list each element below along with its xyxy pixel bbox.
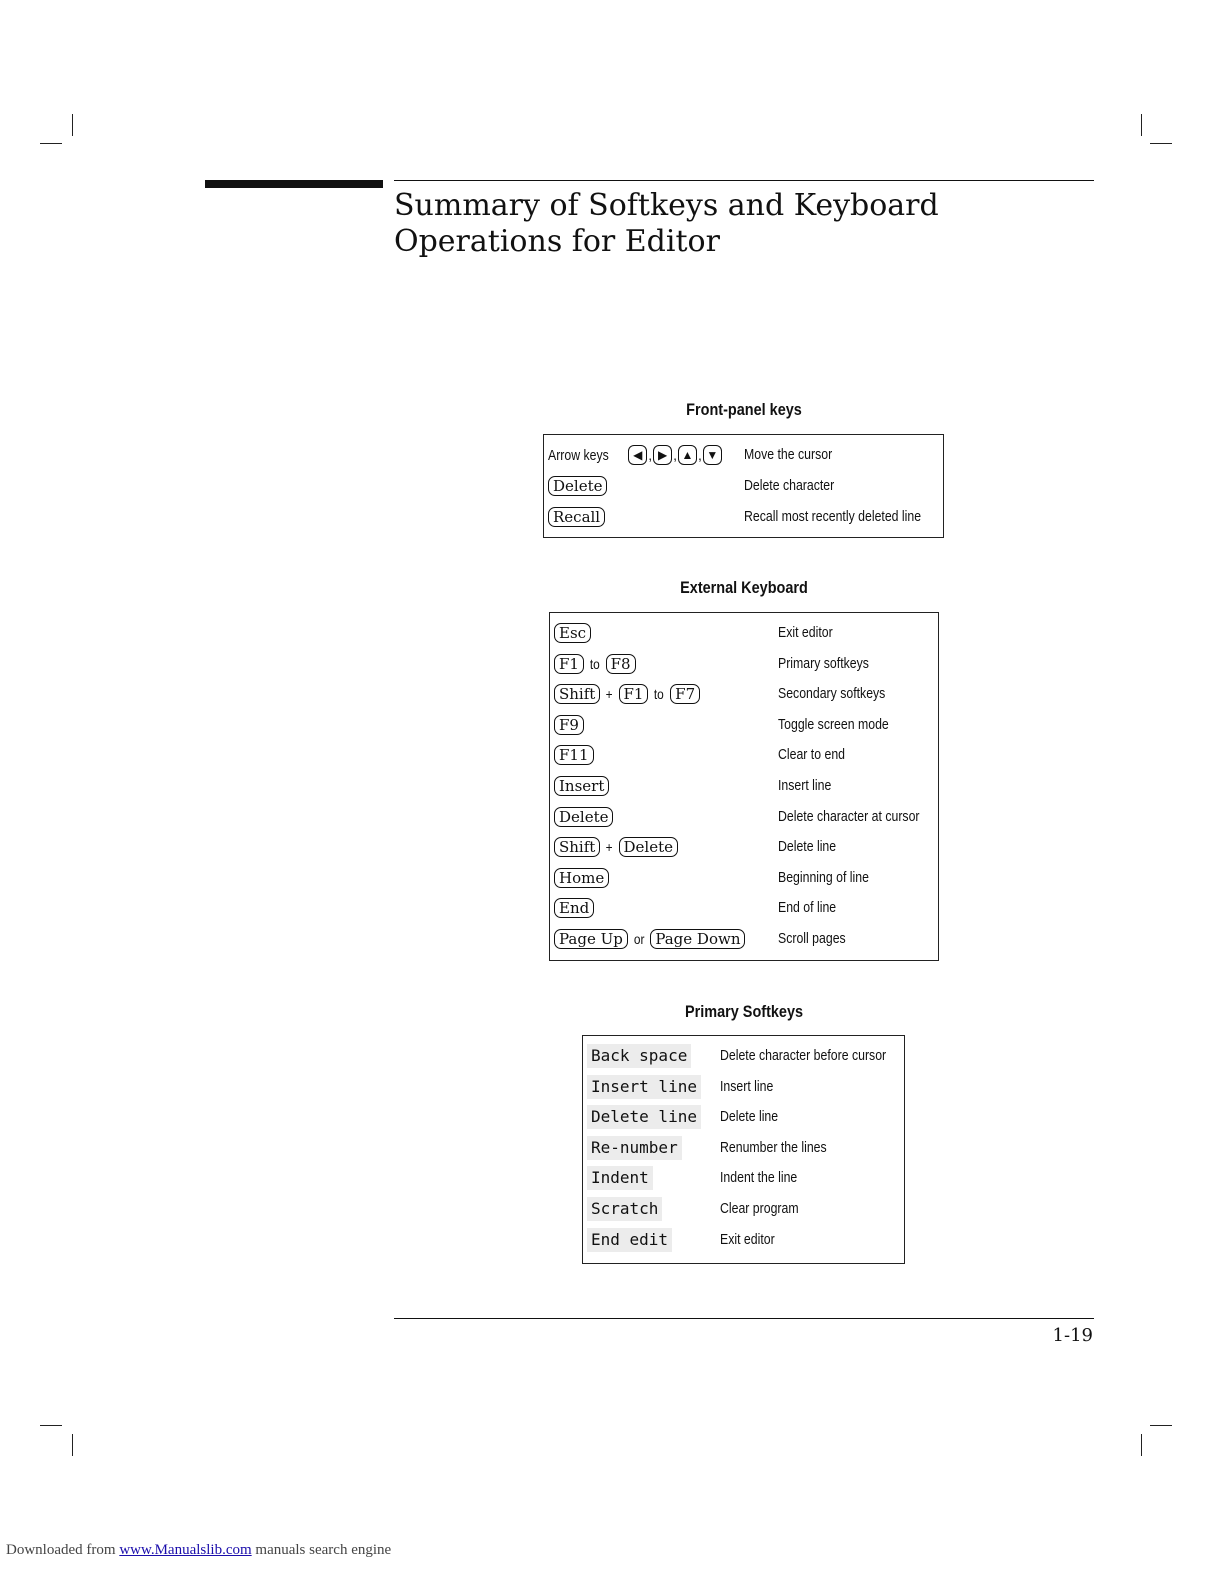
key-cell <box>554 865 611 891</box>
table-row <box>544 473 943 499</box>
table-row <box>583 1165 904 1191</box>
page-number: 1-19 <box>1052 1325 1093 1346</box>
key-cell <box>554 773 611 799</box>
scratch-softkey: Scratch <box>587 1197 662 1221</box>
separator: or <box>633 931 645 947</box>
right-arrow-icon: ▶ <box>653 445 672 465</box>
crop-mark <box>72 1434 73 1456</box>
separator: , <box>697 447 702 463</box>
table-row <box>583 1043 904 1069</box>
up-arrow-icon: ▲ <box>678 445 697 465</box>
table-row <box>550 712 938 738</box>
table-row <box>583 1074 904 1100</box>
page-up-key: Page Up <box>554 929 628 949</box>
table-row <box>583 1104 904 1130</box>
table-row <box>544 504 943 530</box>
end-key: End <box>554 898 594 918</box>
table-row <box>544 442 943 468</box>
home-key: Home <box>554 868 609 888</box>
description: Delete character at cursor <box>778 807 920 825</box>
f8-key: F8 <box>606 654 636 674</box>
front-panel-heading: Front-panel keys <box>686 400 802 419</box>
table-row <box>550 651 938 677</box>
insert-line-softkey: Insert line <box>587 1075 701 1099</box>
crop-mark <box>40 1425 62 1426</box>
delete-key: Delete <box>619 837 678 857</box>
re-number-softkey: Re-number <box>587 1136 682 1160</box>
primary-softkeys-heading: Primary Softkeys <box>684 1002 804 1021</box>
section-bar <box>205 180 383 188</box>
end-edit-softkey: End edit <box>587 1228 672 1252</box>
description: Beginning of line <box>778 868 869 886</box>
crop-mark <box>1141 1434 1142 1456</box>
table-row <box>550 620 938 646</box>
description: Clear program <box>720 1200 799 1217</box>
key-cell <box>554 834 680 860</box>
key-cell <box>587 1196 662 1222</box>
primary-softkeys-table <box>582 1035 905 1264</box>
down-arrow-icon: ▼ <box>703 445 722 465</box>
delete-line-softkey: Delete line <box>587 1105 701 1129</box>
description: Scroll pages <box>778 930 846 947</box>
f1-key: F1 <box>619 684 649 704</box>
table-row <box>550 773 938 799</box>
external-keyboard-table <box>549 612 939 961</box>
delete-key: Delete <box>548 476 607 496</box>
crop-mark <box>40 143 62 144</box>
description: Exit editor <box>778 624 833 641</box>
key-cell <box>554 742 596 768</box>
separator: + <box>605 686 613 703</box>
insert-key: Insert <box>554 776 609 796</box>
description: Indent the line <box>720 1169 798 1187</box>
description: Toggle screen mode <box>778 715 889 733</box>
key-cell <box>554 804 615 830</box>
crop-mark <box>1150 1425 1172 1426</box>
page-title: Summary of Softkeys and Keyboard Operations for Editor <box>394 188 939 259</box>
separator: , <box>648 447 653 463</box>
description: Clear to end <box>778 746 846 764</box>
f7-key: F7 <box>670 684 700 704</box>
table-row <box>550 681 938 707</box>
footer-suffix: manuals search engine <box>255 1542 392 1558</box>
separator: + <box>605 839 613 856</box>
footer-prefix: Downloaded from <box>6 1542 116 1558</box>
key-cell <box>554 926 747 952</box>
description: Delete character <box>744 477 835 494</box>
page-down-key: Page Down <box>650 929 745 949</box>
key-cell <box>587 1074 701 1100</box>
description: Delete character before cursor <box>720 1047 887 1064</box>
indent-softkey: Indent <box>587 1166 653 1190</box>
esc-key: Esc <box>554 623 591 643</box>
separator: , <box>673 447 677 463</box>
description: End of line <box>778 899 837 917</box>
description: Recall most recently deleted line <box>744 508 922 525</box>
separator: to <box>589 655 600 672</box>
back-space-softkey: Back space <box>587 1044 691 1068</box>
table-row <box>550 742 938 768</box>
recall-key: Recall <box>548 507 605 527</box>
shift-key: Shift <box>554 837 600 857</box>
external-keyboard-heading: External Keyboard <box>680 578 808 597</box>
key-cell <box>548 473 609 499</box>
table-row <box>550 926 938 952</box>
f9-key: F9 <box>554 715 584 735</box>
bottom-rule <box>394 1318 1094 1319</box>
description: Primary softkeys <box>778 654 869 672</box>
f1-key: F1 <box>554 654 584 674</box>
description: Exit editor <box>720 1230 775 1248</box>
description: Delete line <box>778 838 837 856</box>
key-cell <box>548 442 722 468</box>
manualslib-link[interactable]: www.Manualslib.com <box>119 1542 252 1558</box>
crop-mark <box>72 114 73 136</box>
table-row <box>550 804 938 830</box>
crop-mark <box>1150 143 1172 144</box>
arrow-keys-label: Arrow keys <box>548 446 609 464</box>
table-row <box>550 895 938 921</box>
left-arrow-icon: ◀ <box>628 445 647 465</box>
key-cell <box>554 895 596 921</box>
key-cell <box>587 1043 691 1069</box>
key-cell <box>554 620 593 646</box>
description: Insert line <box>778 777 832 794</box>
key-cell <box>587 1165 653 1191</box>
description: Renumber the lines <box>720 1138 827 1156</box>
delete-key: Delete <box>554 807 613 827</box>
description: Insert line <box>720 1077 774 1095</box>
separator: to <box>654 686 665 703</box>
key-cell <box>554 712 586 738</box>
key-cell <box>548 504 607 530</box>
table-row <box>583 1135 904 1161</box>
description: Delete line <box>720 1108 779 1126</box>
table-row <box>550 865 938 891</box>
key-cell <box>587 1104 701 1130</box>
key-cell <box>587 1227 672 1253</box>
front-panel-table <box>543 434 944 538</box>
title-rule <box>394 180 1094 181</box>
table-row <box>550 834 938 860</box>
table-row <box>583 1227 904 1253</box>
crop-mark <box>1141 114 1142 136</box>
table-row <box>583 1196 904 1222</box>
key-cell <box>554 651 638 677</box>
description: Secondary softkeys <box>778 685 886 703</box>
key-cell <box>587 1135 682 1161</box>
footer <box>6 1542 391 1559</box>
description: Move the cursor <box>744 446 833 463</box>
key-cell <box>554 681 702 707</box>
shift-key: Shift <box>554 684 600 704</box>
f11-key: F11 <box>554 745 594 765</box>
